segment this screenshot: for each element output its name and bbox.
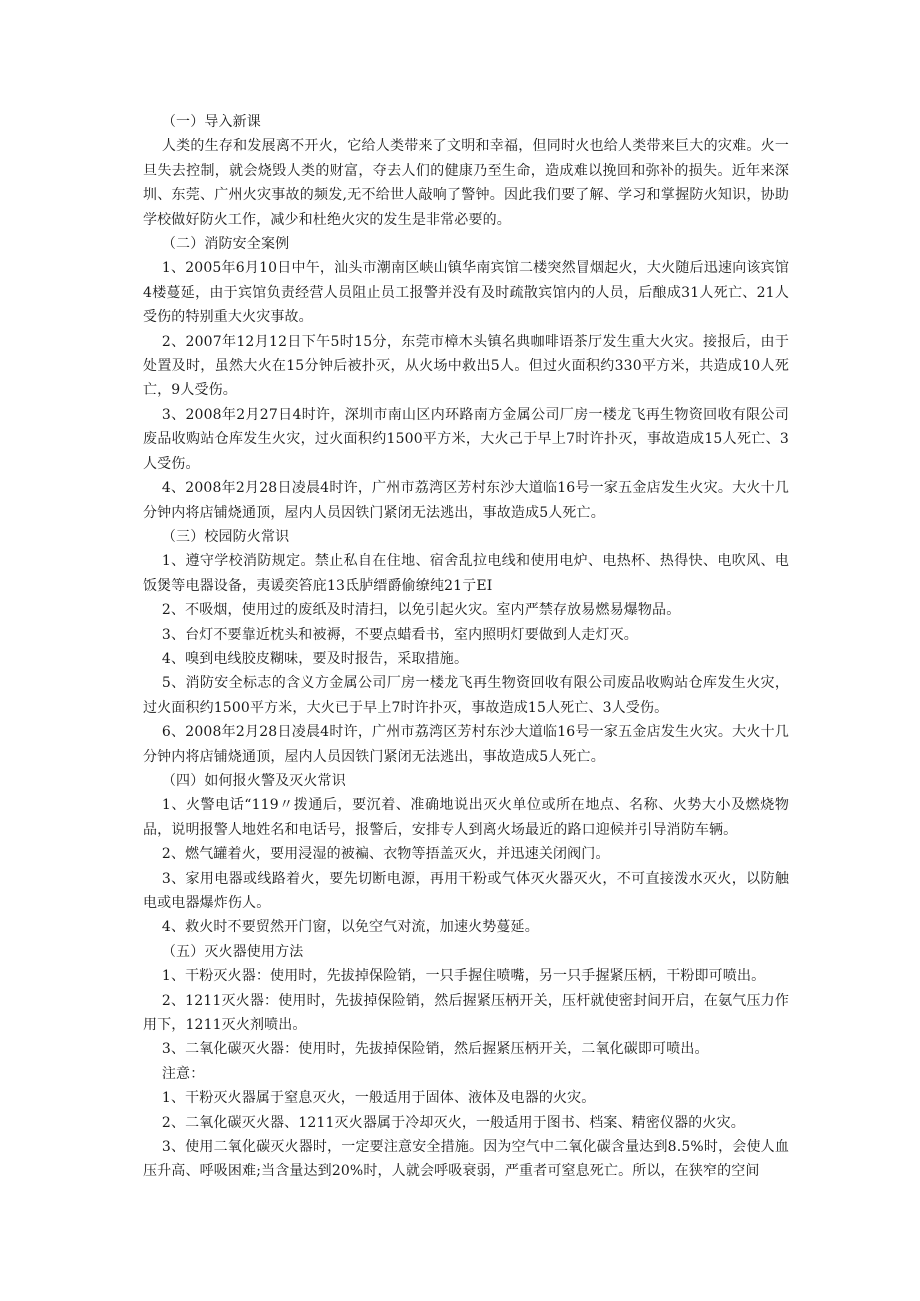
case-paragraph-4: 4、2008年2月28日凌晨4时许，广州市荔湾区芳村东沙大道临16号一家五金店发生火灾。大火十几分钟内将店铺烧通顶，屋内人员因铁门紧闭无法逃出，事故造成5人死亡。 [143,480,789,521]
alarm-paragraph-3: 3、家用电器或线路着火，要先切断电源，再用干粉或气体灭火器灭火，不可直接泼水灭火，以防触电或电器爆炸伤人。 [143,870,789,911]
section-heading-campus-fire: （三）校园防火常识 [161,528,290,545]
case-paragraph-3: 3、2008年2月27日4时许，深圳市南山区内环路南方金属公司厂房一楼龙飞再生物资回收有限公司废品收购站仓库发生火灾，过火面积约1500平方米，大火己于早上7时许扑灭，事故造成15人死亡、3人受伤。 [143,406,789,472]
section-heading-intro: （一）导入新课 [161,114,261,130]
section-heading-fire-alarm: （四）如何报火警及灭火常识 [161,772,346,789]
note-paragraph-2: 2、二氧化碳灭火器、1211灭火器属于冷却灭火，一般适用于图书、档案、精密仪器的火灾。 [161,1114,745,1131]
note-heading: 注意： [161,1065,205,1082]
extinguisher-paragraph-1: 1、干粉灭火器：使用时，先拔掉保险销，一只手握住喷嘴，另一只手握紧压柄，干粉即可喷出。 [161,968,766,985]
section-heading-cases: （二）消防安全案例 [161,236,290,253]
case-paragraph-1: 1、2005年6月10日中午，汕头市潮南区峡山镇华南宾馆二楼突然冒烟起火，大火随后迅速向该宾馆4楼蔓延，由于宾馆负责经营人员阻止员工报警并没有及时疏散宾馆内的人员，后酿成31人死亡、21人受伤的特别重大火灾事故。 [143,260,789,326]
alarm-paragraph-1: 1、火警电话“119〃拨通后，要沉着、准确地说出灭火单位或所在地点、名称、火势大小及燃烧物品，说明报警人地姓名和电话号，报警后，安排专人到离火场最近的路口迎候并引导消防车辆。 [143,797,789,838]
case-paragraph-2: 2、2007年12月12日下午5时15分，东莞市樟木头镇名典咖啡语茶厅发生重大火灾。接报后，由于处置及时，虽然大火在15分钟后被扑灭，从火场中救出5人。但过火面积约330平方米，共造成10人死亡，9人受伤。 [143,333,789,399]
campus-paragraph-6: 6、2008年2月28日凌晨4时许，广州市荔湾区芳村东沙大道临16号一家五金店发生火灾。大火十几分钟内将店铺烧通顶，屋内人员因铁门紧闭无法逃出，事故造成5人死亡。 [143,724,789,765]
campus-paragraph-4: 4、嗅到电线胶皮糊味，要及时报告，采取措施。 [161,650,469,667]
campus-paragraph-2: 2、不吸烟，使用过的废纸及时清扫，以免引起火灾。室内严禁存放易燃易爆物品。 [161,602,681,619]
campus-paragraph-3: 3、台灯不要靠近枕头和被褥，不要点蜡看书，室内照明灯要做到人走灯灭。 [161,626,638,643]
alarm-paragraph-4: 4、救火时不要贸然开门窗，以免空气对流，加速火势蔓延。 [161,919,539,936]
campus-paragraph-1: 1、遵守学校消防规定。禁止私自在住地、宿舍乱拉电线和使用电炉、电热杯、热得快、电吹风、电饭煲等电器设备，夷谖奕笞庇13氐胪缙爵偷缭纯21亍EI [143,553,789,594]
note-paragraph-1: 1、干粉灭火器属于窒息灭火，一般适用于固体、液体及电器的火灾。 [161,1090,596,1107]
campus-paragraph-5: 5、消防安全标志的含义方金属公司厂房一楼龙飞再生物资回收有限公司废品收购站仓库发生火灾，过火面积约1500平方米，大火已于早上7时许扑灭，事故造成15人死亡、3人受伤。 [143,675,789,716]
section-heading-extinguisher: （五）灭火器使用方法 [161,943,304,960]
alarm-paragraph-2: 2、燃气罐着火，要用浸湿的被褊、衣物等捂盖灭火，并迅速关闭阀门。 [161,846,610,863]
intro-paragraph: 人类的生存和发展离不开火，它给人类带来了文明和幸福，但同时火也给人类带来巨大的灾难。火一旦失去控制，就会烧毁人类的财富，夺去人们的健康乃至生命，造成难以挽回和弥补的损失。近年来深圳、东莞、广州火灾事故的频发,无不给世人敲响了警钟。因此我们要了解、学习和掌握防火知识，协助学校做好防火工作，减少和杜绝火灾的发生是非常必要的。 [143,138,789,228]
document-body [143,110,789,1184]
note-paragraph-3: 3、使用二氧化碳灭火器时，一定要注意安全措施。因为空气中二氧化碳含量达到8.5%时，会使人血压升高、呼吸困难;当含量达到20%时，人就会呼吸衰弱，严重者可窒息死亡。所以，在狭窄的空间 [143,1139,789,1180]
extinguisher-paragraph-2: 2、1211灭火器：使用时，先拔掉保险销，然后握紧压柄开关，压杆就使密封间开启，在氨气压力作用下，1211灭火剂喷出。 [143,992,789,1034]
extinguisher-paragraph-3: 3、二氧化碳灭火器：使用时，先拔掉保险销，然后握紧压柄开关，二氧化碳即可喷出。 [161,1041,709,1058]
